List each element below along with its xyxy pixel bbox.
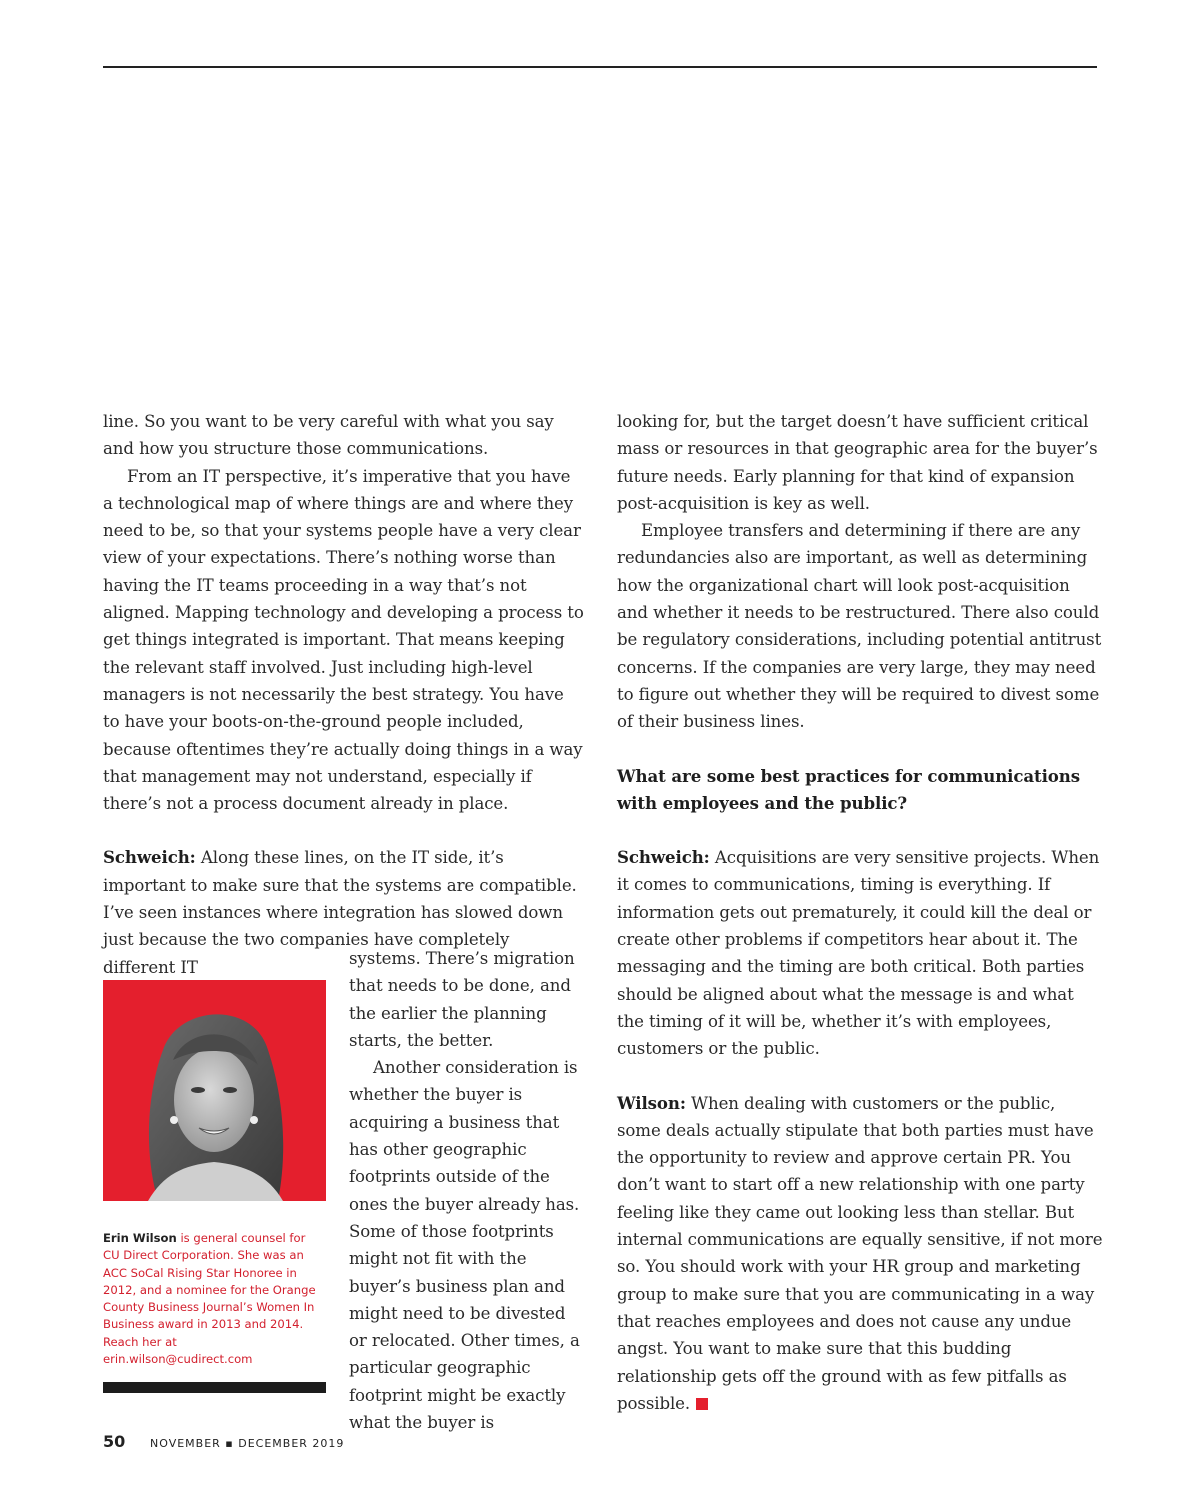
left-paragraph-2: From an IT perspective, it’s imperative that you have a technological map of where things are and where they need to be, so that your systems people have a very clear view of your expectations. There’s nothing worse than having the IT teams proceeding in a way that’s not aligned. Mapping technology and developing a process to get things integrated is important. That means keeping the relevant staff involved. Just including high-level managers is not necessarily the best strategy. You have to have your boots-on-the-ground people included, because oftentimes they’re actually doing things in a way that management may not understand, especially if there’s not a process document already in place. — [103, 466, 584, 814]
issue-date: NOVEMBER ▪ DECEMBER 2019 — [150, 1437, 345, 1450]
left-column — [103, 408, 585, 981]
speaker-wilson: Wilson: — [617, 1092, 686, 1113]
author-name: Erin Wilson — [103, 1231, 177, 1245]
portrait-image — [103, 980, 326, 1201]
left-paragraph-1: line. So you want to be very careful with what you say and how you structure those communications. — [103, 412, 554, 459]
end-of-article-icon — [696, 1398, 708, 1410]
right-paragraph-3 — [617, 844, 1103, 1062]
interview-question: What are some best practices for communications with employees and the public? — [617, 765, 1080, 813]
left-paragraph-4: Another consideration is whether the buyer is acquiring a business that has other geographic footprints outside of the ones the buyer already has. Some of those footprints might not fit with the buyer’s business plan and might need to be divested or relocated. Other times, a particular geographic footprint might be exactly what the buyer is — [349, 1058, 580, 1433]
left-paragraph-3-continued: systems. There’s migration that needs to be done, and the earlier the planning starts, the better. — [349, 949, 575, 1050]
right-paragraph-4 — [617, 1090, 1103, 1418]
author-caption — [103, 1230, 325, 1368]
right-column — [617, 408, 1103, 1417]
author-photo — [103, 980, 326, 1201]
right-paragraph-3-text: Acquisitions are very sensitive projects. When it comes to communications, timing is everything. If information gets out prematurely, it could kill the deal or create other problems if competitors hear about it. The messaging and the timing are both critical. Both parties should be aligned about what the message is and what the timing of it will be, whether it’s with employees, customers or the public. — [617, 848, 1100, 1059]
author-bio: is general counsel for CU Direct Corporation. She was an ACC SoCal Rising Star Honoree in 2012, and a nominee for the Orange County Business Journal’s Women In Business award in 2013 and 2014. Reach her at erin.wilson@cudirect.com — [103, 1231, 316, 1367]
right-paragraph-2: Employee transfers and determining if there are any redundancies also are important, as well as determining how the organizational chart will look post-acquisition and whether it needs to be restructured. There also could be regulatory considerations, including potential antitrust concerns. If the companies are very large, they may need to figure out whether they will be required to divest some of their business lines. — [617, 521, 1102, 732]
left-paragraph-3-text: Along these lines, on the IT side, it’s important to make sure that the systems are compatible. I’ve seen instances where integration has slowed down just because the two companies have completely different IT — [103, 848, 577, 977]
right-paragraph-4-text: When dealing with customers or the public, some deals actually stipulate that both parties must have the opportunity to review and approve certain PR. You don’t want to start off a new relationship with one party feeling like they came out looking less than stellar. But internal communications are equally sensitive, if not more so. You should work with your HR group and marketing group to make sure that you are communicating in a way that reaches employees and does not cause any undue angst. You want to make sure that this budding relationship gets off the ground with as few pitfalls as possible. — [617, 1093, 1103, 1413]
left-narrow-column — [349, 945, 585, 1436]
top-rule — [103, 66, 1097, 68]
speaker-schweich-2: Schweich: — [617, 847, 710, 868]
caption-bar — [103, 1382, 326, 1393]
right-paragraph-1: looking for, but the target doesn’t have sufficient critical mass or resources in that geographic area for the buyer’s future needs. Early planning for that kind of expansion post-acquisition is key as well. — [617, 412, 1098, 513]
page-number: 50 — [103, 1432, 126, 1451]
speaker-schweich: Schweich: — [103, 847, 196, 868]
